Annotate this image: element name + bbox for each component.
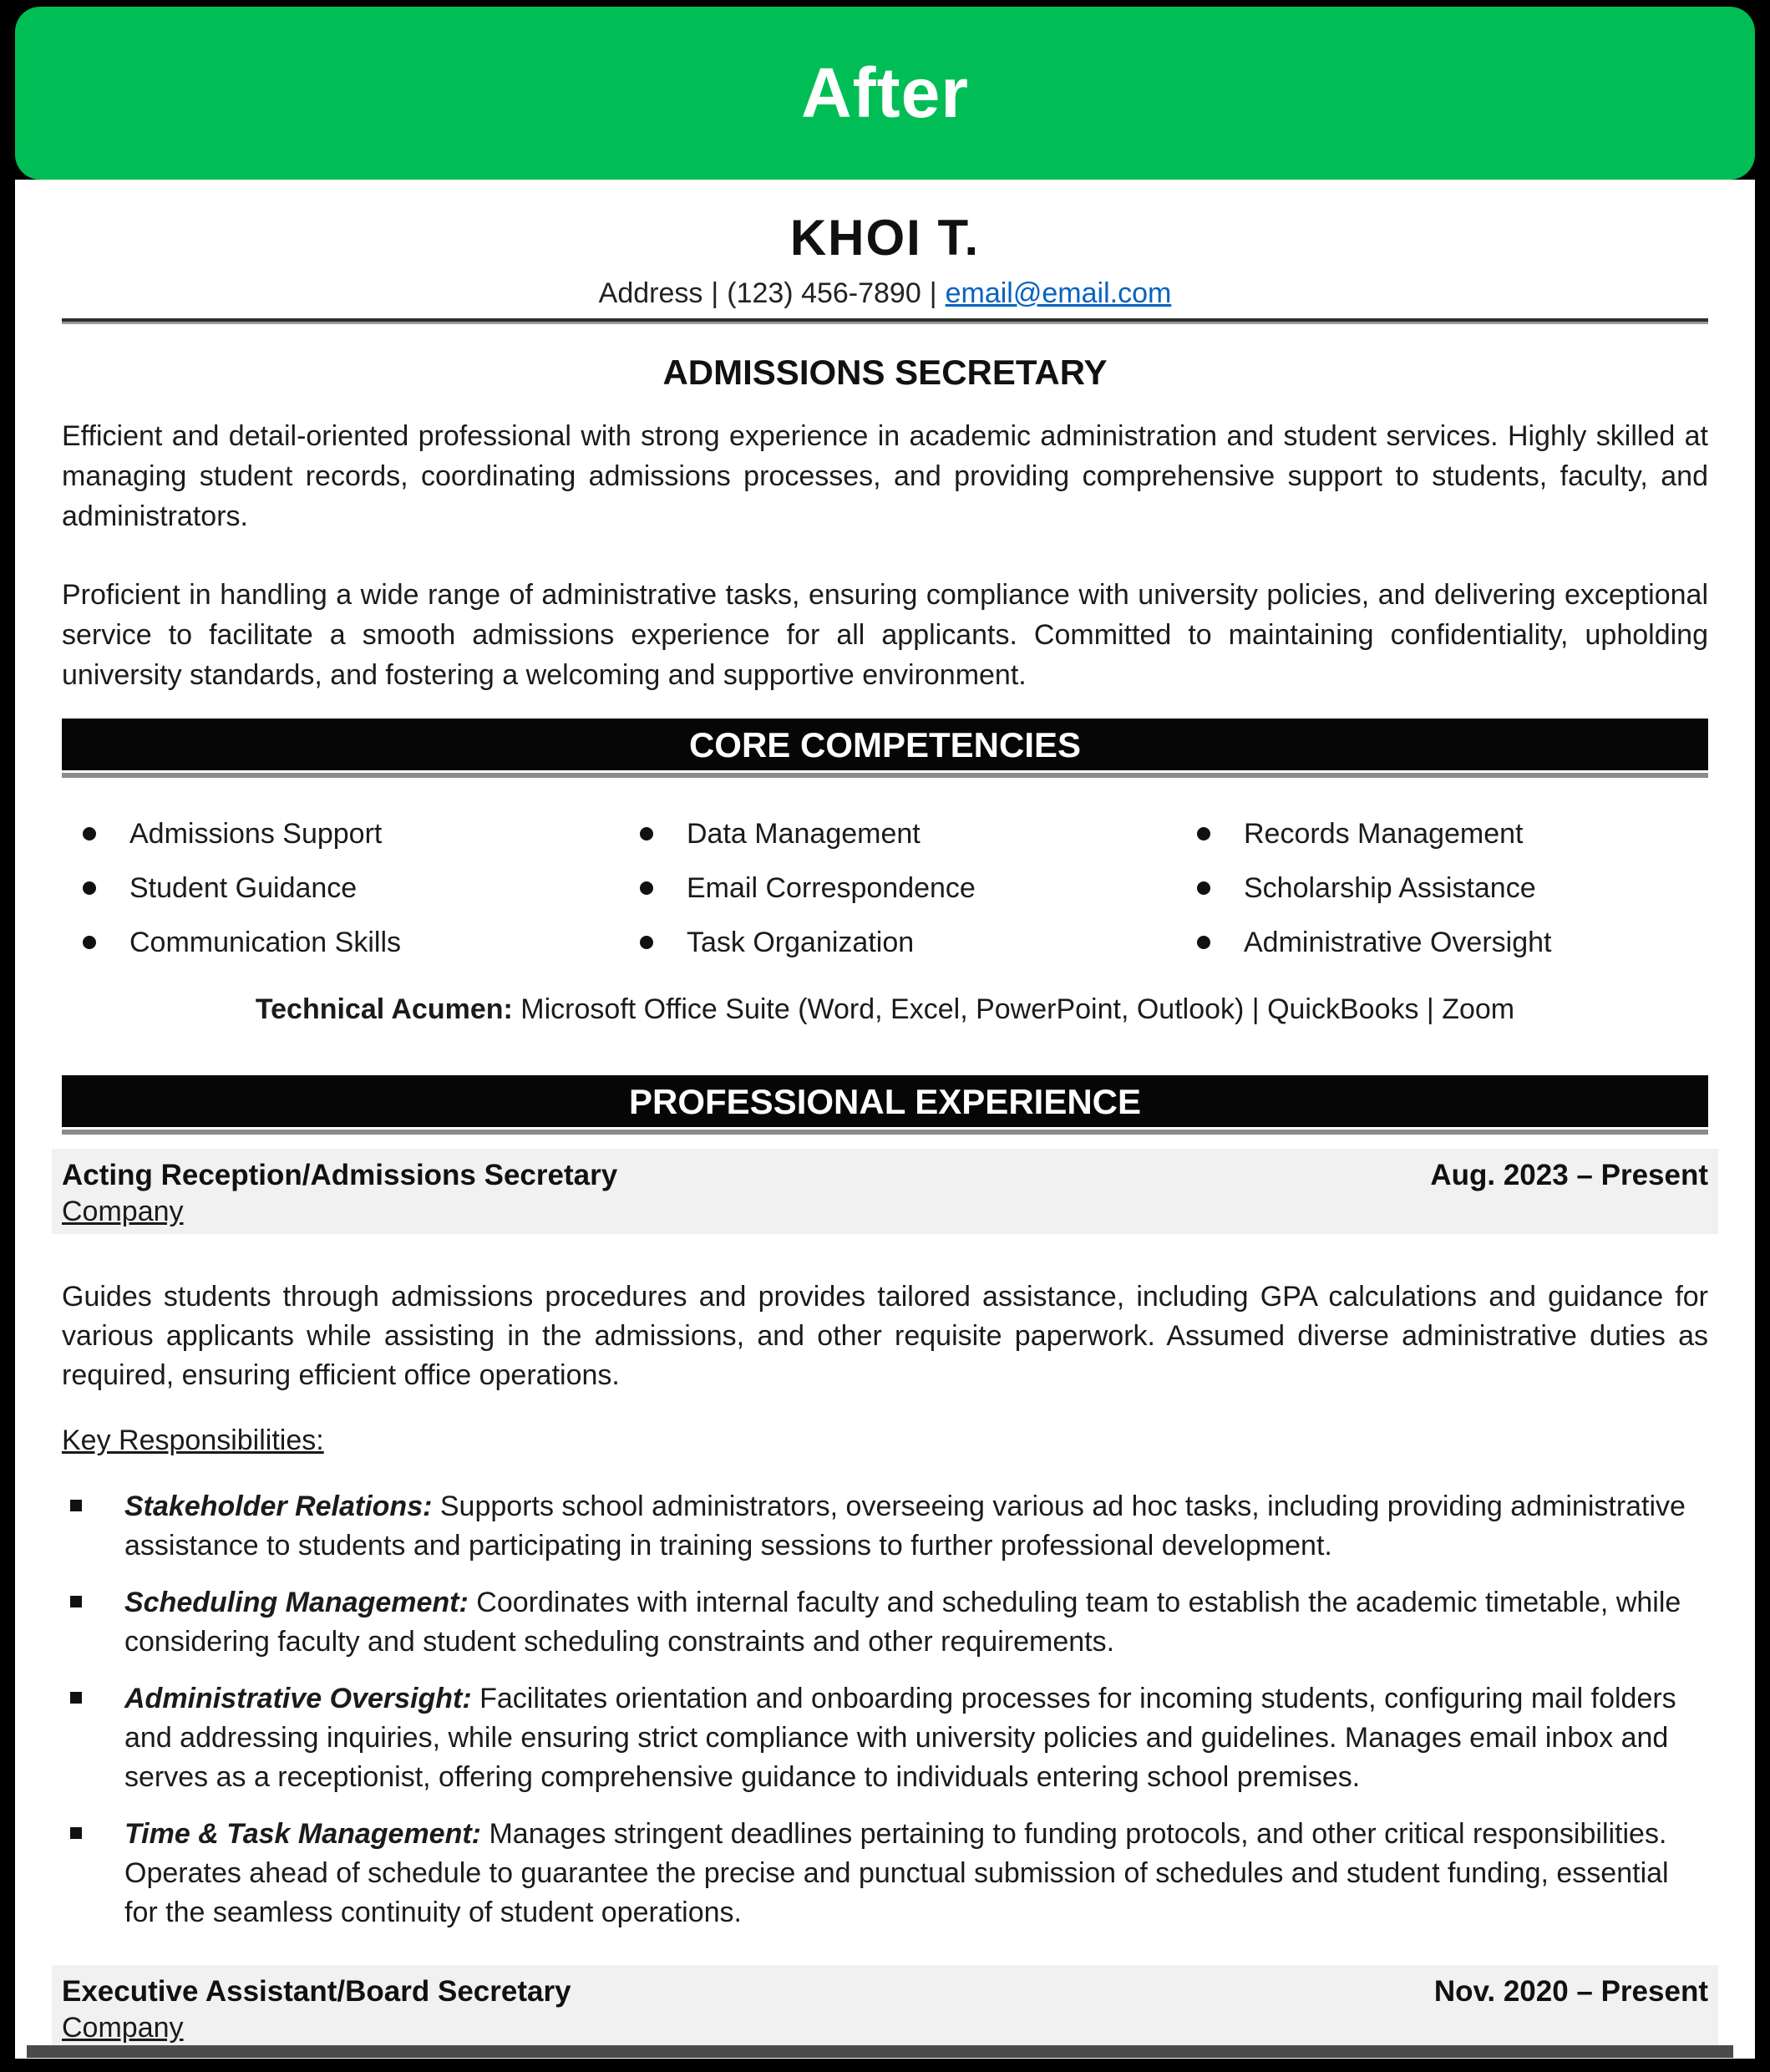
square-bullet-icon (70, 1827, 82, 1839)
list-item (62, 1583, 1708, 1662)
bullet-lead: Stakeholder Relations: (124, 1491, 433, 1522)
list-item (640, 814, 1197, 854)
contact-line (62, 277, 1708, 310)
job-head-row (62, 1157, 1708, 1194)
bullet-lead: Scheduling Management: (124, 1587, 469, 1618)
job-header-block (52, 1149, 1718, 1234)
job-head-row (62, 1973, 1708, 2010)
job-summary: Guides students through admissions procedures and provides tailored assistance, including GPA calculations and guidance for various applicants while assisting in the admissions, and other requisite paperwork. Assumed diverse administrative duties as required, ensuring efficient office operations. (62, 1281, 1708, 1391)
list-item (1197, 868, 1708, 908)
list-item (62, 1679, 1708, 1797)
bullet-lead: Time & Task Management: (124, 1818, 482, 1850)
square-bullet-icon (70, 1596, 82, 1607)
list-item (62, 1487, 1708, 1566)
bullet-icon (640, 936, 653, 949)
responsibilities-list (62, 1487, 1708, 1932)
bullet-icon (1197, 881, 1210, 895)
contact-separator: | (929, 277, 937, 309)
job-header-block (52, 1965, 1718, 2050)
summary-paragraph: Efficient and detail-oriented professional with strong experience in academic administration and student services. Highly skilled at managing student records, coordinating admissions processes, and providing comprehensive support to students, faculty, and administrators. (62, 420, 1708, 532)
bullet-text: Manages stringent deadlines pertaining to funding protocols, and other critical responsibilities. Operates ahead of schedule to guarantee the precise and punctual submission of schedules and student funding, essential for the seamless continuity of student operations. (124, 1818, 1669, 1928)
contact-address: Address (598, 277, 703, 309)
section-title: CORE COMPETENCIES (688, 725, 1082, 764)
bullet-icon (83, 936, 96, 949)
technical-acumen-label: Technical Acumen: (255, 993, 513, 1025)
candidate-name: KHOI T. (789, 210, 981, 266)
job-title: Executive Assistant/Board Secretary (62, 1975, 571, 2008)
square-bullet-icon (70, 1500, 82, 1511)
list-item (83, 868, 640, 908)
competency-label: Records Management (1244, 817, 1524, 850)
competency-label: Admissions Support (129, 817, 383, 850)
competency-label: Email Correspondence (687, 871, 976, 904)
company-name: Company (62, 1196, 184, 1227)
list-item (1197, 814, 1708, 854)
list-item (640, 868, 1197, 908)
job-dates: Aug. 2023 – Present (1430, 1159, 1708, 1191)
email-link[interactable]: email@email.com (945, 277, 1172, 309)
competencies-list (62, 814, 1708, 962)
job-title: Acting Reception/Admissions Secretary (62, 1159, 618, 1191)
contact-separator: | (711, 277, 719, 309)
section-title: PROFESSIONAL EXPERIENCE (628, 1082, 1142, 1121)
competency-label: Scholarship Assistance (1244, 871, 1536, 904)
summary-paragraph: Proficient in handling a wide range of administrative tasks, ensuring compliance with university policies, and delivering exceptional service to facilitate a smooth admissions experience for all applicants. Committed to maintaining confidentiality, upholding university standards, and fostering a welcoming and supportive environment. (62, 579, 1708, 691)
bullet-icon (1197, 936, 1210, 949)
after-banner (15, 7, 1755, 180)
next-section-bar-partial (27, 2045, 1733, 2058)
bullet-icon (83, 827, 96, 840)
bullet-icon (640, 881, 653, 895)
bullet-text: Coordinates with internal faculty and scheduling team to establish the academic timetable, while considering faculty and student scheduling constraints and other requirements. (124, 1587, 1681, 1658)
bullet-icon (640, 827, 653, 840)
technical-acumen-line (62, 989, 1708, 1029)
contact-phone: (123) 456-7890 (727, 277, 921, 309)
list-item (62, 1815, 1708, 1932)
bullet-icon (83, 881, 96, 895)
list-item (83, 814, 640, 854)
competency-label: Task Organization (687, 926, 915, 958)
bullet-text: Supports school administrators, overseeing various ad hoc tasks, including providing administrative assistance to students and participating in training sessions to further professional development. (124, 1491, 1686, 1562)
section-banner-professional-experience (62, 1075, 1708, 1127)
technical-acumen-text: Microsoft Office Suite (Word, Excel, PowerPoint, Outlook) | QuickBooks | Zoom (520, 993, 1515, 1025)
bullet-text: Facilitates orientation and onboarding processes for incoming students, configuring mail folders and addressing inquiries, while ensuring strict compliance with university policies and guidelines. Manages email inbox and serves as a receptionist, offering comprehensive guidance to individuals entering school premises. (124, 1683, 1676, 1793)
square-bullet-icon (70, 1692, 82, 1704)
header-divider (62, 318, 1708, 324)
role-title: ADMISSIONS SECRETARY (662, 353, 1108, 392)
company-name: Company (62, 2012, 184, 2044)
section-banner-core-competencies (62, 719, 1708, 770)
list-item (1197, 922, 1708, 962)
job-dates: Nov. 2020 – Present (1433, 1975, 1708, 2008)
resume-page (15, 180, 1755, 2059)
bullet-lead: Administrative Oversight: (124, 1683, 472, 1714)
key-responsibilities-heading: Key Responsibilities: (62, 1424, 324, 1456)
competency-label: Student Guidance (129, 871, 358, 904)
competency-label: Data Management (687, 817, 921, 850)
list-item (83, 922, 640, 962)
competency-label: Administrative Oversight (1244, 926, 1552, 958)
competency-label: Communication Skills (129, 926, 401, 958)
list-item (640, 922, 1197, 962)
after-banner-label: After (800, 53, 969, 132)
bullet-icon (1197, 827, 1210, 840)
